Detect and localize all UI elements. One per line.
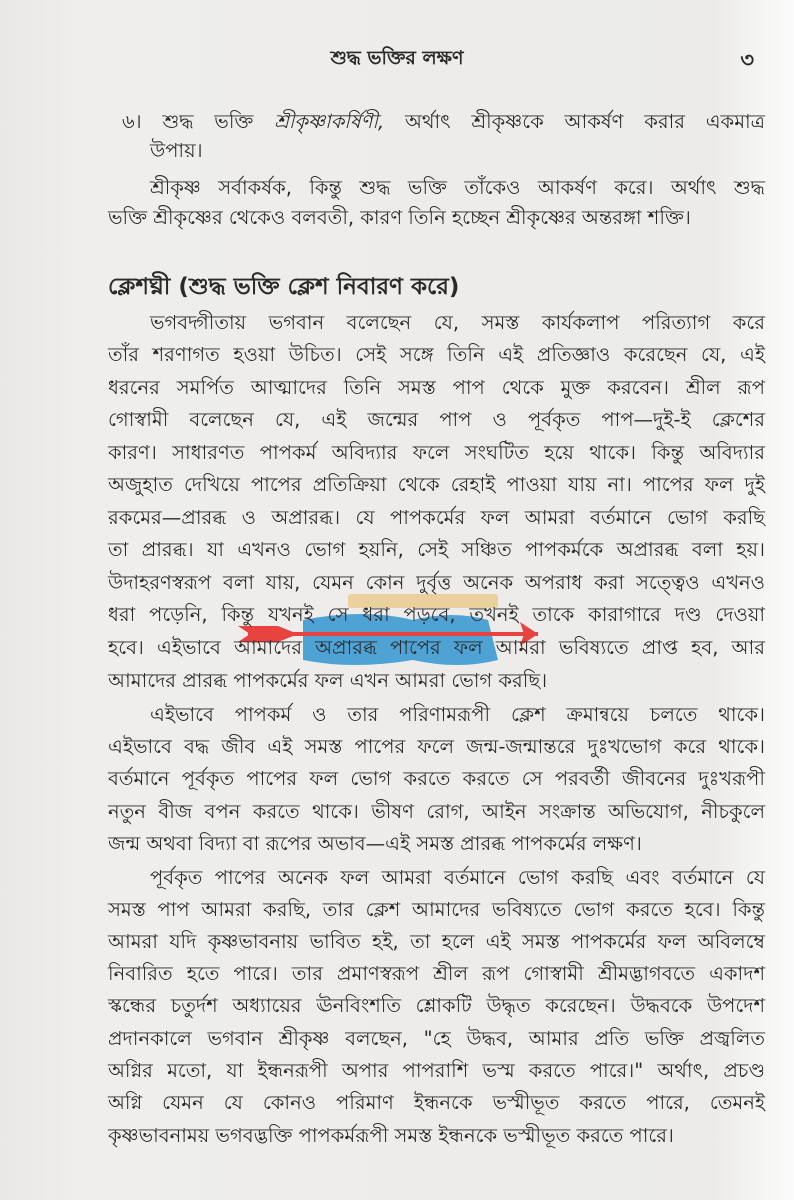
text-line: ধরনের সমর্পিত আত্মাদের তিনি সমস্ত পাপ থেকে মুক্ত করবেন। শ্রীল রূপ xyxy=(108,376,765,399)
item-number: ৬। xyxy=(122,110,142,133)
list-item-6-cont: উপায়। xyxy=(150,139,203,162)
text-line: অগ্নি যেমন যে কোনও পরিমাণ ইন্ধনকে ভস্মীভূত করতে পারে, তেমনই xyxy=(108,1091,765,1114)
text-line: অগ্নির মতো, যা ইন্ধনরূপী অপার পাপরাশি ভস্ম করতে পারে।" অর্থাৎ, প্রচণ্ড xyxy=(108,1059,765,1082)
list-item-6 xyxy=(122,107,765,137)
item-text: অর্থাৎ শ্রীকৃষ্ণকে আকর্ষণ করার একমাত্র xyxy=(405,110,766,133)
page-number: ৩ xyxy=(740,48,754,72)
text-line: কারণ। সাধারণত পাপকর্ম অবিদ্যার ফলে সংঘটিত হয়ে থাকে। কিন্তু অবিদ্যার xyxy=(108,441,765,464)
text-line: আমাদের প্রারব্ধ পাপকর্মের ফল এখন আমরা ভোগ করছি। xyxy=(108,669,548,692)
text-line: উদাহরণস্বরূপ বলা যায়, যেমন কোন দুর্বৃত্ত অনেক অপরাধ করা সত্ত্বেও এখনও xyxy=(108,571,765,594)
text-line: পূর্বকৃত পাপের অনেক ফল আমরা বর্তমানে ভোগ করছি এবং বর্তমানে যে xyxy=(150,866,765,889)
text-line: বর্তমানে পূর্বকৃত পাপের ফল ভোগ করতে করতে সে পরবর্তী জীবনের দুঃখরূপী xyxy=(108,767,765,790)
text-line: গোস্বামী বলেছেন যে, এই জন্মের পাপ ও পূর্বকৃত পাপ—দুই-ই ক্লেশের xyxy=(108,408,765,431)
item-emphasis: শ্রীকৃষ্ণাকর্ষিণী, xyxy=(274,110,385,133)
text-line: আমরা যদি কৃষ্ণভাবনায় ভাবিত হই, তা হলে এই সমস্ত পাপকর্মের ফল অবিলম্বে xyxy=(108,930,765,953)
text-line: অজুহাত দেখিয়ে পাপের প্রতিক্রিয়া থেকে রেহাই পাওয়া যায় না। পাপের ফল দুই xyxy=(108,473,765,496)
text-line: কৃষ্ণভাবনাময় ভগবদ্ভক্তি পাপকর্মরূপী সমস্ত ইন্ধনকে ভস্মীভূত করতে পারে। xyxy=(108,1124,674,1147)
text-line: এইভাবে পাপকর্ম ও তার পরিণামরূপী ক্লেশ ক্রমান্বয়ে চলতে থাকে। xyxy=(150,703,765,726)
text-line: স্কন্ধের চতুর্দশ অধ্যায়ের ঊনবিংশতি শ্লোকটি উদ্ধৃত করেছেন। উদ্ধবকে উপদেশ xyxy=(108,994,765,1017)
text-line: এইভাবে বদ্ধ জীব এই সমস্ত পাপের ফলে জন্ম-জন্মান্তরে দুঃখভোগ করে থাকে। xyxy=(108,735,766,758)
text-line: ধরা পড়েনি, কিন্তু যখনই সে ধরা পড়বে, তখনই তাকে কারাগারে দণ্ড দেওয়া xyxy=(108,603,765,626)
text-line: হবে। এইভাবে আমাদের অপ্রারব্ধ পাপের ফল আমরা ভবিষ্যতে প্রাপ্ত হব, আর xyxy=(108,636,765,659)
section-heading: ক্লেশঘ্নী (শুদ্ধ ভক্তি ক্লেশ নিবারণ করে) xyxy=(108,274,460,300)
text-line: নিবারিত হতে পারে। তার প্রমাণস্বরূপ শ্রীল রূপ গোস্বামী শ্রীমদ্ভাগবতে একাদশ xyxy=(108,962,765,985)
text-line: তাঁর শরণাগত হওয়া উচিত। সেই সঙ্গে তিনি এই প্রতিজ্ঞাও করেছেন যে, এই xyxy=(108,343,765,366)
text-line: ভগবদ্গীতায় ভগবান বলেছেন যে, সমস্ত কার্যকলাপ পরিত্যাগ করে xyxy=(150,311,765,334)
text-line: সমস্ত পাপ আমরা করছি, তার ক্লেশ আমাদের ভবিষ্যতে ভোগ করতে হবে। কিন্তু xyxy=(108,898,765,921)
text-line: তা প্রারব্ধ। যা এখনও ভোগ হয়নি, সেই সঞ্চিত পাপকর্মকে অপ্রারব্ধ বলা হয়। xyxy=(108,538,765,561)
running-header: শুদ্ধ ভক্তির লক্ষণ xyxy=(330,47,464,69)
text-line: নতুন বীজ বপন করতে থাকে। ভীষণ রোগ, আইন সংক্রান্ত অভিযোগ, নীচকুলে xyxy=(108,800,765,823)
text-line: ভক্তি শ্রীকৃষ্ণের থেকেও বলবতী, কারণ তিনি হচ্ছেন শ্রীকৃষ্ণের অন্তরঙ্গা শক্তি। xyxy=(108,206,691,229)
text-line: শ্রীকৃষ্ণ সর্বাকর্ষক, কিন্তু শুদ্ধ ভক্তি তাঁকেও আকর্ষণ করে। অর্থাৎ শুদ্ধ xyxy=(150,176,765,199)
text-line: জন্ম অথবা বিদ্যা বা রূপের অভাব—এই সমস্ত প্রারব্ধ পাপকর্মের লক্ষণ। xyxy=(108,832,642,855)
text-line: রকমের—প্রারব্ধ ও অপ্রারব্ধ। যে পাপকর্মের ফল আমরা বর্তমানে ভোগ করছি xyxy=(108,506,765,529)
text-line: প্রদানকালে ভগবান শ্রীকৃষ্ণ বলছেন, "হে উদ্ধব, আমার প্রতি ভক্তি প্রজ্বলিত xyxy=(108,1027,765,1050)
item-text: শুদ্ধ ভক্তি xyxy=(162,110,254,133)
